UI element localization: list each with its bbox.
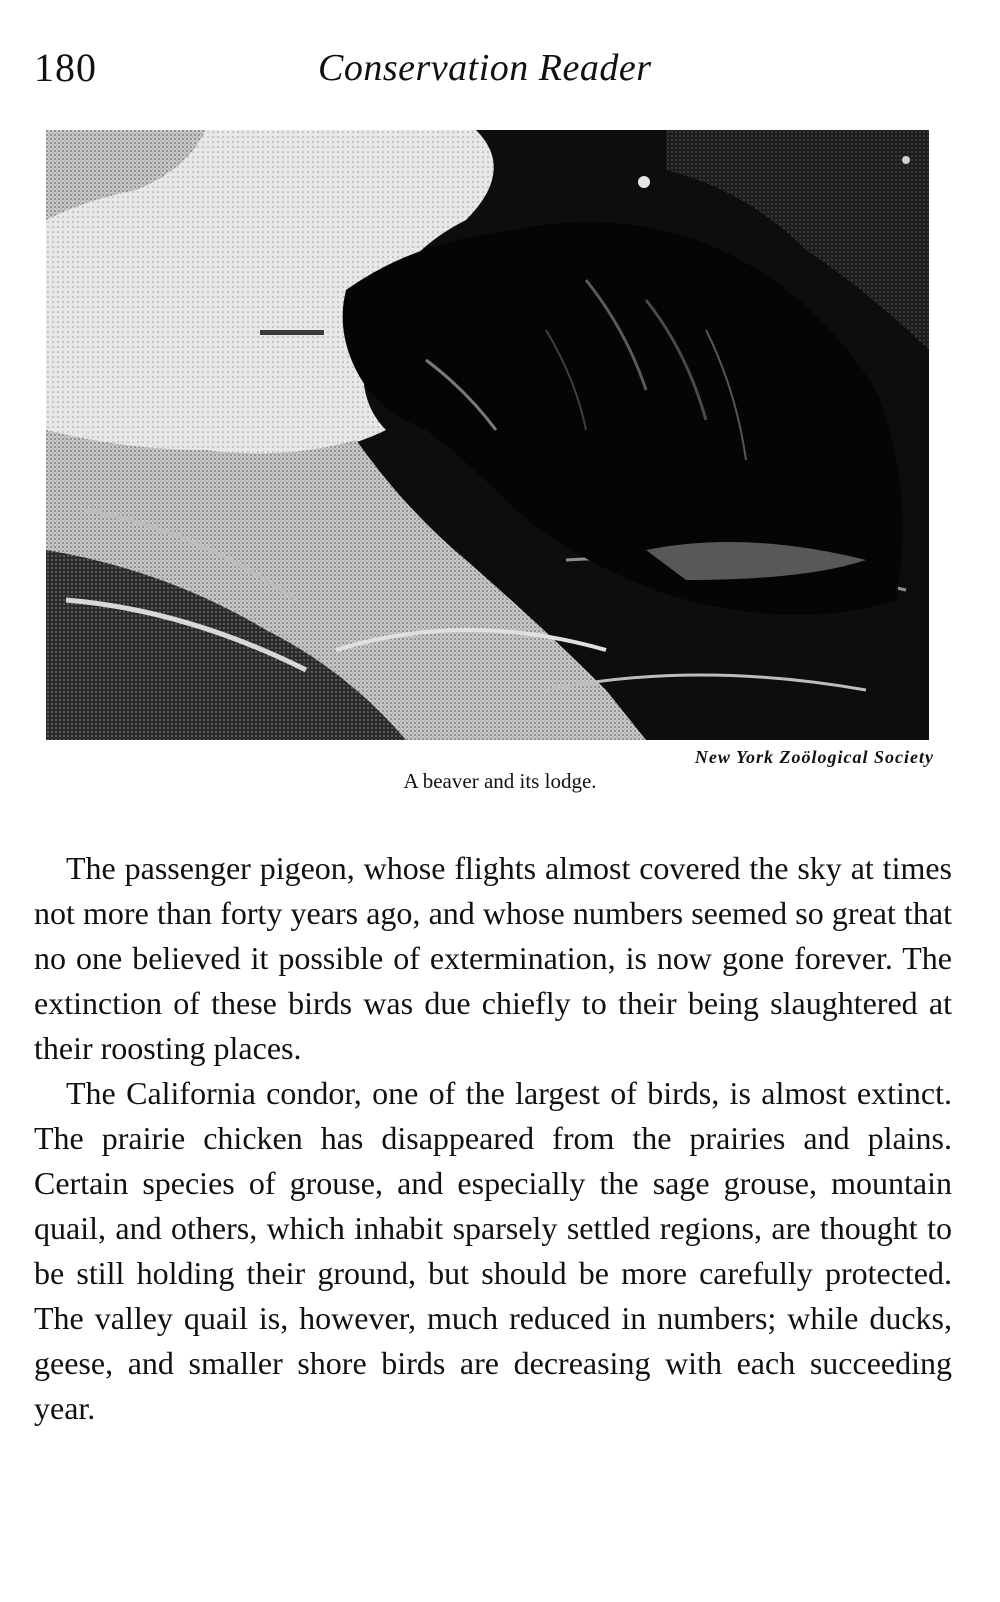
beaver-photograph [46,130,929,740]
running-title: Conservation Reader [318,47,652,89]
page-number: 180 [34,45,97,90]
paragraph-california-condor: The California condor, one of the largest of birds, is almost extinct. The prairie chicken has disappeared from the prairies and plains. Certain species of grouse, and especially the sage grouse, mountain quail, and others, which inhabit sparsely settled regions, are thought to be still holding their ground, but should be more carefully protected. The valley quail is, however, much reduced in numbers; while ducks, geese, and smaller shore birds are decreasing with each succeeding year. [34,1075,952,1426]
paragraph-passenger-pigeon: The passenger pigeon, whose flights almost covered the sky at times not more than forty years ago, and whose numbers seemed so great that no one believed it possible of extermination, is now gone forever. The extinction of these birds was due chiefly to their being slaughtered at their roosting places. [34,850,952,1066]
photo-credit: New York Zoölogical Society [694,747,934,767]
body-text [34,846,952,1431]
figure-caption: A beaver and its lodge. [403,769,597,793]
